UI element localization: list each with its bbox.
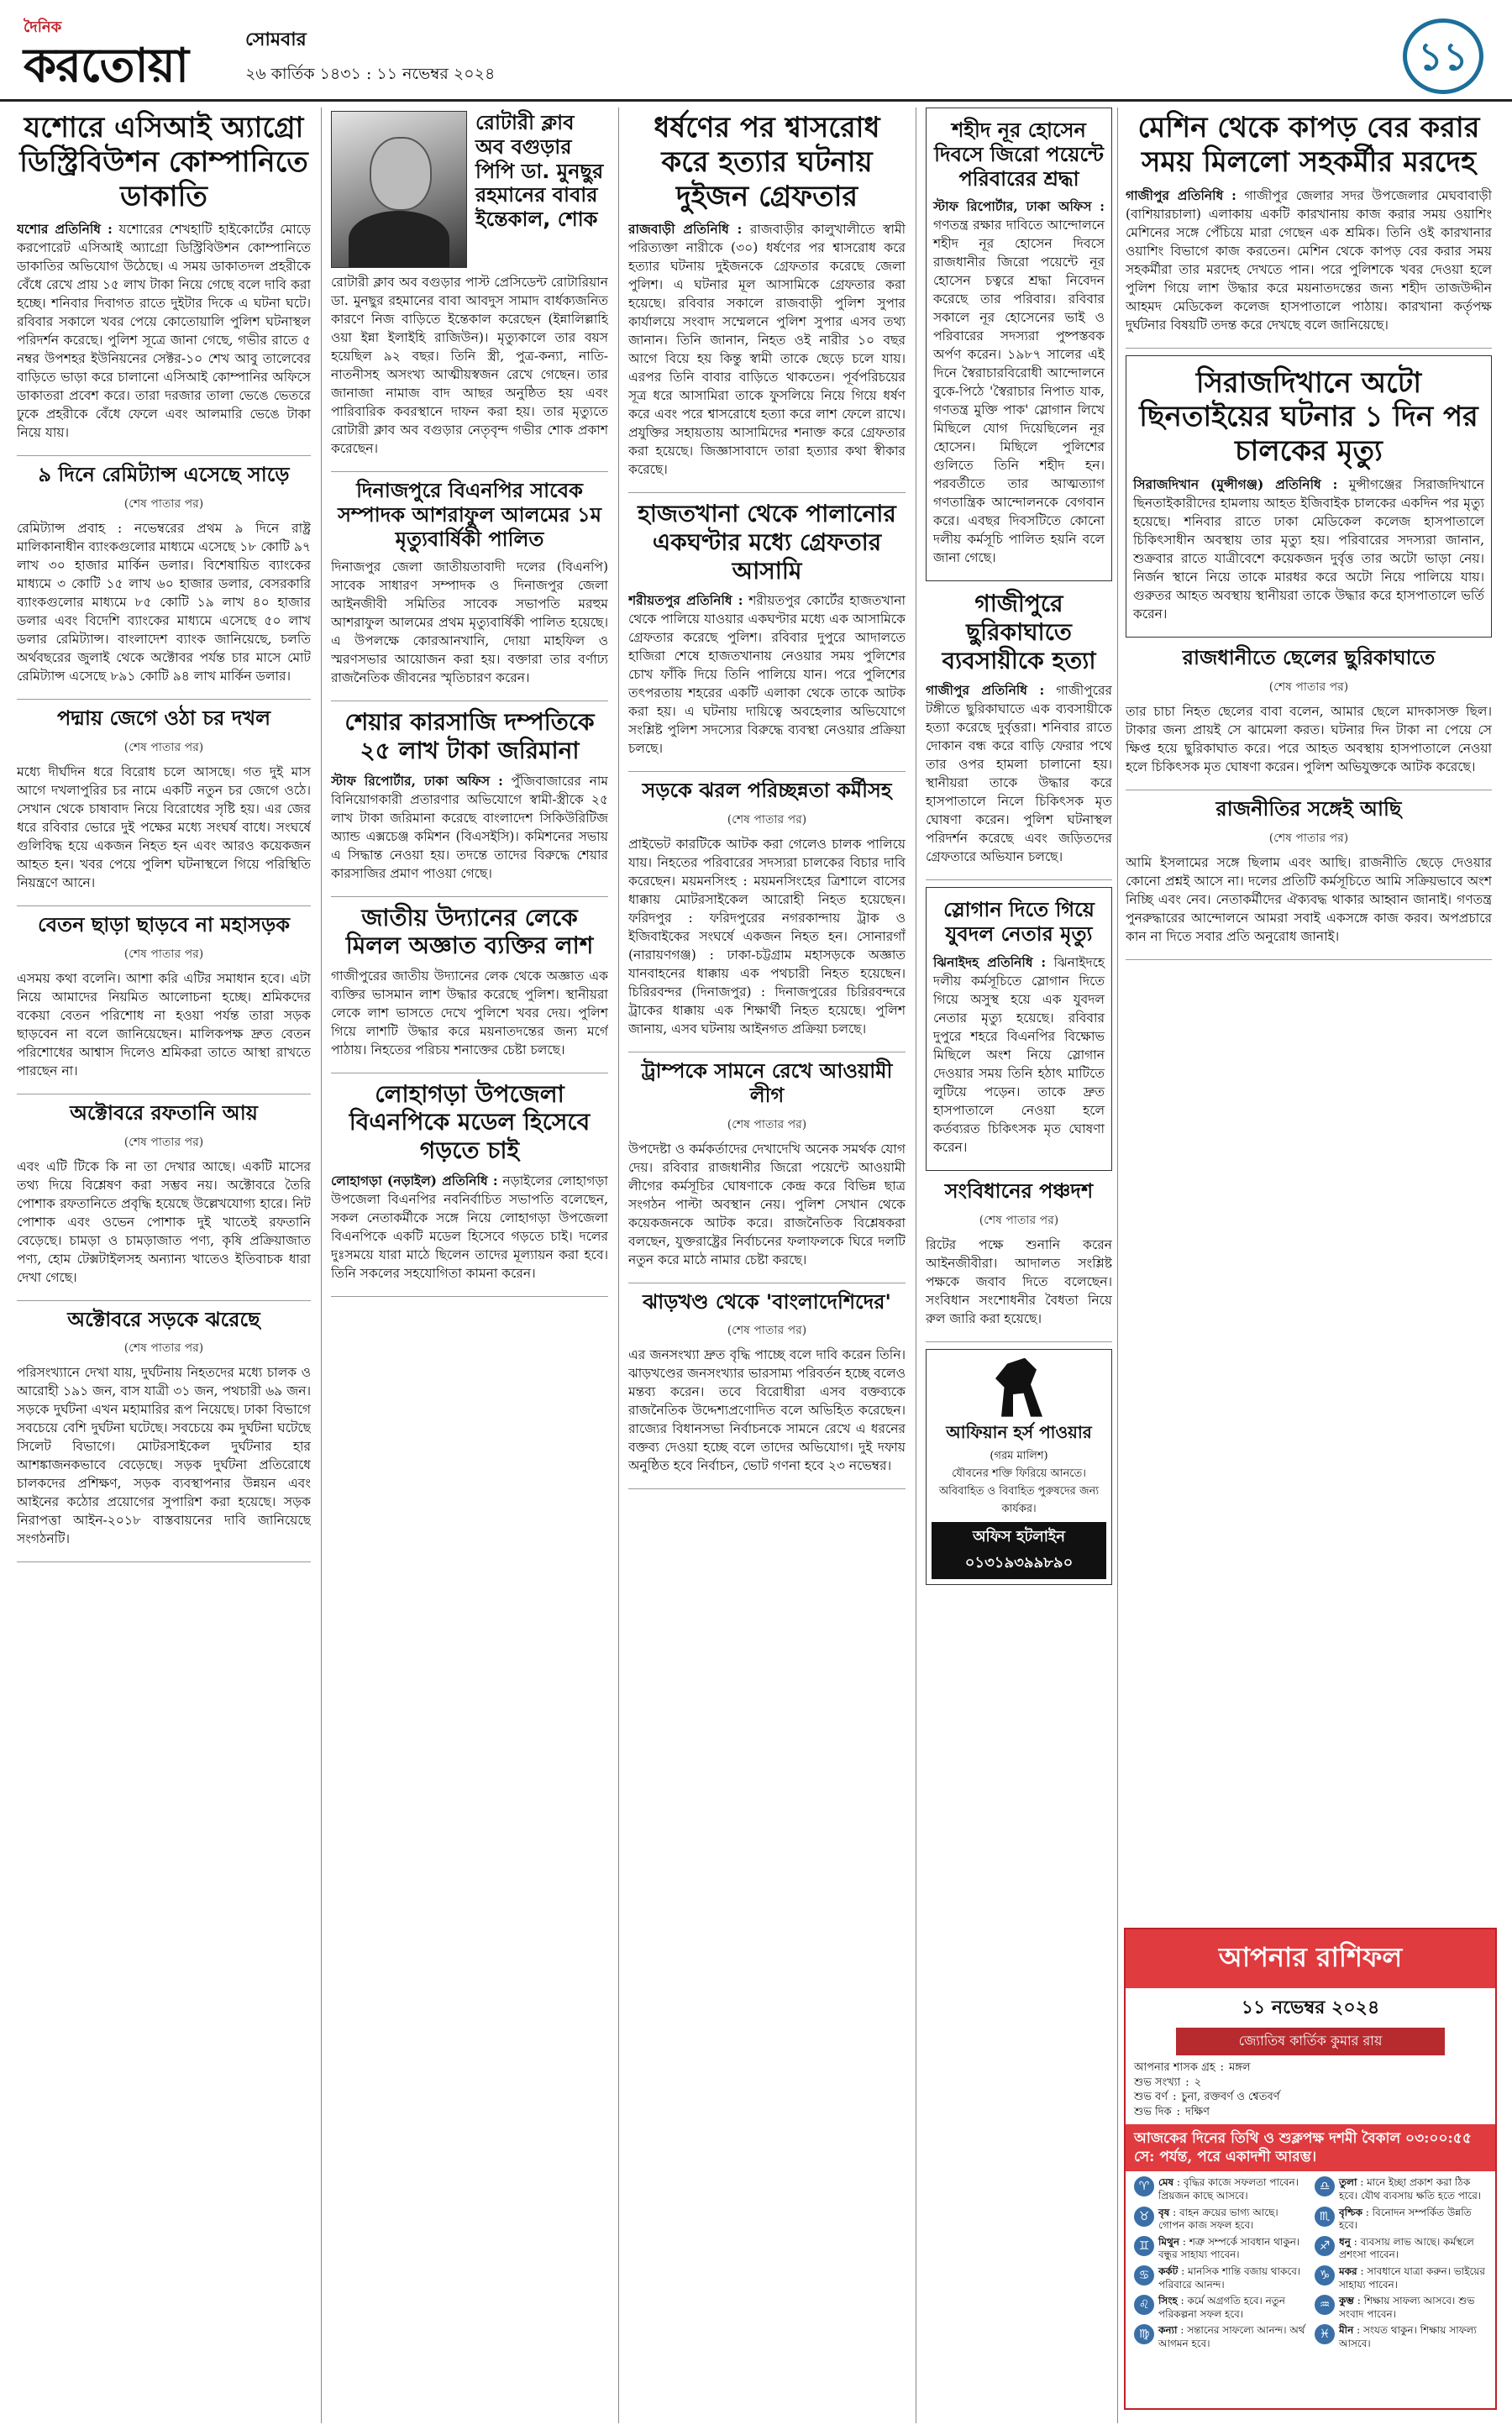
sign-text: শিক্ষায় সাফল্য আসবে। শুভ সংবাদ পাবেন। — [1339, 2295, 1475, 2320]
sign-name: তুলা — [1339, 2176, 1357, 2189]
sign-name: মেষ — [1158, 2176, 1174, 2189]
aquarius-icon: ♒ — [1315, 2295, 1335, 2315]
horoscope-box — [1124, 1928, 1497, 2410]
continuation-note: (শেষ পাতার পর) — [1268, 831, 1349, 845]
headline: ধর্ষণের পর শ্বাসরোধ করে হত্যার ঘটনায় দুইজন গ্রেফতার — [654, 111, 880, 213]
ad-title: আফিয়ান হর্স পাওয়ার — [946, 1421, 1092, 1442]
logo-prefix: দৈনিক — [24, 18, 62, 36]
sign-text: কর্মে অগ্রগতি হবে। নতুন পরিকল্পনা সফল হবে। — [1158, 2295, 1285, 2320]
sign-text: সন্তানের সাফল্যে আনন্দ। অর্থ আগমন হবে। — [1158, 2324, 1305, 2349]
sagittarius-icon: ♐ — [1315, 2236, 1335, 2256]
headline: সংবিধানের পঞ্চদশ — [944, 1178, 1094, 1203]
story-rotary-obituary — [331, 111, 608, 472]
zodiac-sign: ♌ সিংহ : কর্মে অগ্রগতি হবে। নতুন পরিকল্পনা সফল হবে। — [1134, 2295, 1306, 2321]
masthead — [0, 0, 1512, 102]
story-text: এবং এটি টিকে কি না তা দেখার আছে। একটি মাসের তথ্য দিয়ে বিশ্লেষণ করা সম্ভব নয়। অক্টোবরে তৈরি পোশাক রফতানিতে প্রবৃদ্ধি হয়েছে উল্লেখযোগ্য হারে। নিট পোশাক এবং ওভেন পোশাক দুই খাতেই রফতানি বেড়েছে। চামড়া ও চামড়াজাত পণ্য, কৃষি প্রক্রিয়াজাত পণ্য, হোম টেক্সটাইলসহ অন্যান্য খাতেও ইতিবাচক ধারা দেখা গেছে। — [17, 1158, 311, 1285]
story-sirajdikhan — [1126, 355, 1492, 638]
story-text: মধ্যে দীর্ঘদিন ধরে বিরোধ চলে আসছে। গত দুই মাস আগে দখলাপুরির চর নামে একটি নতুন চর জেগে ওঠে। সেখান থেকে চাষাবাদ নিয়ে বিরোধের সৃষ্টি হয়। এর জের ধরে রবিবার ভোরে দুই পক্ষের মধ্যে সংঘর্ষ বাধে। সংঘর্ষে গুলিবিদ্ধ হয়ে একজন নিহত হন এবং আরও কয়েকজন আহত হন। খবর পেয়ে পুলিশ ঘটনাস্থলে গিয়ে পরিস্থিতি নিয়ন্ত্রণে আনে। — [17, 764, 311, 890]
story-gazipur-stabbing — [926, 590, 1112, 880]
story-aci-robbery — [17, 111, 311, 456]
day-name: সোমবার — [245, 29, 307, 50]
horoscope-row: আপনার শাসক গ্রহ : মঙ্গল — [1134, 2061, 1251, 2074]
headline: রোটারী ক্লাব অব বগুড়ার পিপি ডা. মুনছুর রহমানের বাবার ইন্তেকাল, শোক — [475, 111, 604, 232]
zodiac-sign: ♐ ধনু : ব্যবসায় লাভ আছে। কর্মস্থলে প্রশংসা পাবেন। — [1315, 2236, 1487, 2262]
gemini-icon: ♊ — [1134, 2236, 1154, 2256]
sign-name: মকর — [1339, 2265, 1357, 2277]
story-capital-stabbing — [1126, 646, 1492, 790]
continuation-note: (শেষ পাতার পর) — [727, 812, 807, 827]
story-text: তার চাচা নিহত ছেলের বাবা বলেন, আমার ছেলে মাদকাসক্ত ছিল। টাকার জন্য প্রায়ই সে ঝামেলা করত। ঘটনার দিন টাকা না পেয়ে সে ক্ষিপ্ত হয়ে ছুরিকাঘাত করে। পরে আহত অবস্থায় হাসপাতালে নেওয়া হলে চিকিৎসক মৃত ঘোষণা করেন। পুলিশ অভিযুক্তকে আটক করেছে। — [1126, 703, 1492, 774]
story-remittance — [17, 463, 311, 700]
zodiac-sign: ♊ মিথুন : শত্রু সম্পর্কে সাবধান থাকুন। বন্ধুর সাহায্য পাবেন। — [1134, 2236, 1306, 2262]
story-text: এসময় কথা বলেনি। আশা করি এটির সমাধান হবে। এটা নিয়ে আমাদের নিয়মিত আলোচনা হচ্ছে। শ্রমিকদের বকেয়া বেতন পরিশোধ না হওয়া পর্যন্ত তারা সড়ক ছাড়বেন না বলে জানিয়েছেন। মালিকপক্ষ দ্রুত বেতন পরিশোধের আশ্বাস দিলেও শ্রমিকরা তাতে আস্থা রাখতে পারছেন না। — [17, 970, 311, 1079]
sign-text: সাবধানে যাত্রা করুন। ভাইয়ের সাহায্য পাবেন। — [1339, 2265, 1485, 2291]
story-jharkhand — [628, 1290, 906, 1490]
column-divider — [1117, 108, 1118, 2423]
story-rajbari-murder — [628, 111, 906, 493]
row-value: দক্ষিণ — [1185, 2105, 1210, 2118]
headline: সিরাজদিখানে অটো ছিনতাইয়ের ঘটনার ১ দিন পর চালকের মৃত্যু — [1139, 365, 1478, 469]
byline: রাজবাড়ী প্রতিনিধি : — [628, 221, 743, 238]
story-road-deaths — [17, 1308, 311, 1563]
horoscope-author: জ্যোতিষ কার্তিক কুমার রায় — [1176, 2028, 1445, 2055]
story-body — [933, 953, 1105, 1157]
continuation-note: (শেষ পাতার পর) — [979, 1213, 1059, 1227]
story-padma-char — [17, 706, 311, 906]
story-text: মুন্সীগঞ্জের সিরাজদিখানে ছিনতাইকারীদের হামলায় আহত ইজিবাইক চালকের একদিন পর মৃত্যু হয়েছে। শনিবার রাতে ঢাকা মেডিকেল কলেজ হাসপাতালে চিকিৎসাধীন অবস্থায় তার মৃত্যু হয়। পরিবারের সদস্যরা জানান, শুক্রবার রাতে যাত্রীবেশে কয়েকজন দুর্বৃত্ত তার অটো ভাড়া নেয়। নির্জন স্থানে নিয়ে তাকে মারধর করে অটো নিয়ে পালিয়ে যায়। গুরুতর আহত অবস্থায় স্থানীয়রা তাকে উদ্ধার করে হাসপাতালে ভর্তি করেন। — [1133, 476, 1484, 622]
continuation-note: (শেষ পাতার পর) — [123, 1135, 204, 1149]
byline: গাজীপুর প্রতিনিধি : — [926, 682, 1045, 699]
story-body — [331, 1172, 608, 1283]
ad-phone: অফিস হটলাইন ০১৩১৯৩৯৯৮৯০ — [932, 1522, 1106, 1579]
row-value: মঙ্গল — [1229, 2061, 1251, 2074]
byline: শরীয়তপুর প্রতিনিধি : — [628, 592, 743, 609]
horoscope-row: শুভ সংখ্যা : ২ — [1134, 2076, 1202, 2089]
headline: রাজধানীতে ছেলের ছুরিকাঘাতে — [1182, 645, 1436, 669]
row-value: ২ — [1194, 2076, 1202, 2089]
pisces-icon: ♓ — [1315, 2324, 1335, 2344]
zodiac-sign: ♑ মকর : সাবধানে যাত্রা করুন। ভাইয়ের সাহায্য পাবেন। — [1315, 2265, 1487, 2291]
headline: পদ্মায় জেগে ওঠা চর দখল — [57, 706, 270, 731]
zodiac-sign: ♓ মীন : সংযত থাকুন। শিক্ষায় সাফল্য আসবে। — [1315, 2324, 1487, 2350]
zodiac-sign: ♋ কর্কট : মানসিক শান্তি বজায় থাকবে। পরিবারে আনন্দ। — [1134, 2265, 1306, 2291]
row-label: শুভ দিক — [1134, 2105, 1172, 2118]
story-text: যশোরের শেখহাটি হাইকোর্টের মোড়ে করপোরেট এসিআই অ্যাগ্রো ডিস্ট্রিবিউশন কোম্পানিতে ডাকাতির অভিযোগ উঠেছে। এ সময় ডাকাতদল প্রহরীকে বেঁধে রেখে প্রায় ১৫ লাখ টাকা নিয়ে গেছে বলে দাবি করা হচ্ছে। শনিবার দিবাগত রাতে দুইটার দিকে এ ঘটনা ঘটে। রবিবার সকালে খবর পেয়ে কোতোয়ালি পুলিশ ঘটনাস্থল পরিদর্শন করেছে। পুলিশ সূত্রে জানা গেছে, গভীর রাতে ৫ নম্বর উপশহর ইউনিয়নের সেক্টর-১০ শেখ আবু তালেবের বাড়িতে ভাড়া করে চালানো এসিআই কোম্পানির অফিসে ডাকাতরা প্রবেশ করে। তারা দরজার তালা ভেঙে ভেতরে ঢুকে প্রহরীকে বেঁধে ফেলে এবং আলমারি ভেঙে টাকা নিয়ে যায়। — [17, 222, 311, 441]
zodiac-signs — [1126, 2176, 1495, 2350]
headline: সড়কে ঝরল পরিচ্ছন্নতা কর্মীসহ — [642, 779, 892, 803]
story-text: রেমিট্যান্স প্রবাহ : নভেম্বরের প্রথম ৯ দিনে রাষ্ট্র মালিকানাধীন ব্যাংকগুলোর মাধ্যমে এসেছে ১৮ কোটি ৯৭ লাখ ৩০ হাজার মার্কিন ডলার। বিশেষায়িত ব্যাংকের মাধ্যমে ৩ কোটি ১৫ লাখ ৬০ হাজার ডলার, বেসরকারি ব্যাংকগুলোর মাধ্যমে ৮৫ কোটি ১৯ লাখ ৪০ হাজার ডলার এবং বিদেশি ব্যাংকের মাধ্যমে এসেছে ৫০ লাখ ডলার রেমিট্যান্স। বাংলাদেশ ব্যাংক জানিয়েছে, চলতি অর্থবছরের জুলাই থেকে অক্টোবর পর্যন্ত চার মাসে মোট রেমিট্যান্স এসেছে ৮৯১ কোটি ৯৪ লাখ মার্কিন ডলার। — [17, 521, 311, 685]
headline: হাজতখানা থেকে পালানোর একঘণ্টার মধ্যে গ্রেফতার আসামি — [638, 500, 896, 585]
sign-name: সিংহ — [1158, 2295, 1178, 2307]
column-3 — [628, 108, 906, 2423]
story-text: ঝিনাইদহে দলীয় কর্মসূচিতে স্লোগান দিতে গিয়ে অসুস্থ হয়ে এক যুবদল নেতার মৃত্যু হয়েছে। রবিবার দুপুরে শহরে বিএনপির বিক্ষোভ মিছিলে অংশ নিয়ে স্লোগান দেওয়ার সময় তিনি হঠাৎ মাটিতে লুটিয়ে পড়েন। তাকে দ্রুত হাসপাতালে নেওয়া হলে কর্তব্যরত চিকিৎসক মৃত ঘোষণা করেন। — [933, 954, 1105, 1155]
continuation-note: (শেষ পাতার পর) — [123, 740, 204, 754]
story-body — [926, 681, 1112, 866]
zodiac-sign: ♈ মেষ : বৃদ্ধির কাজে সফলতা পাবেন। প্রিয়জন কাছে আসবে। — [1134, 2176, 1306, 2202]
headline: অক্টোবরে রফতানি আয় — [70, 1100, 258, 1125]
story-dinajpur-bnp — [331, 479, 608, 701]
story-body — [17, 220, 311, 442]
continuation-note: (শেষ পাতার পর) — [123, 1341, 204, 1356]
headline: রাজনীতির সঙ্গেই আছি — [1215, 796, 1402, 821]
story-trump-awami — [628, 1059, 906, 1283]
story-text: উপদেষ্টা ও কর্মকর্তাদের দেখাদেখি অনেক সমর্থক যোগ দেয়। রবিবার রাজধানীর জিরো পয়েন্টে আওয়ামী লীগের কর্মসূচির ঘোষণাকে কেন্দ্র করে বিভিন্ন ছাত্র সংগঠন পাল্টা অবস্থান নেয়। পুলিশ সেখান থেকে কয়েকজনকে আটক করে। রাজনৈতিক বিশ্লেষকরা বলছেন, যুক্তরাষ্ট্রের নির্বাচনের ফলাফলকে ঘিরে দলটি নতুন করে মাঠে নামার চেষ্টা করছে। — [628, 1141, 906, 1267]
column-2 — [331, 108, 608, 2423]
aries-icon: ♈ — [1134, 2176, 1154, 2196]
headline: বেতন ছাড়া ছাড়বে না মহাসড়ক — [37, 912, 291, 937]
story-text: নড়াইলের লোহাগড়া উপজেলা বিএনপির নবনির্বাচিত সভাপতি বলেছেন, সকল নেতাকর্মীকে সঙ্গে নিয়ে লোহাগড়া উপজেলা বিএনপিকে একটি মডেল হিসেবে গড়তে চাই। দলের দুঃসময়ে যারা মাঠে ছিলেন তাদের মূল্যায়ন করা হবে। তিনি সকলের সহযোগিতা কামনা করেন। — [331, 1173, 608, 1281]
scorpio-icon: ♏ — [1315, 2207, 1335, 2227]
zodiac-sign: ♏ বৃশ্চিক : বিনোদন সম্পর্কিত উন্নতি হবে। — [1315, 2207, 1487, 2233]
column-5 — [1126, 108, 1492, 1916]
row-label: আপনার শাসক গ্রহ — [1134, 2061, 1215, 2074]
byline: যশোর প্রতিনিধি : — [17, 221, 113, 238]
story-text: গাজীপুরের জাতীয় উদ্যানের লেক থেকে অজ্ঞাত এক ব্যক্তির ভাসমান লাশ উদ্ধার করেছে পুলিশ। স্থানীয়রা লেকে লাশ ভাসতে দেখে পুলিশে খবর দেয়। পুলিশ গিয়ে লাশটি উদ্ধার করে ময়নাতদন্তের জন্য মর্গে পাঠায়। নিহতের পরিচয় শনাক্তের চেষ্টা চলছে। — [331, 968, 608, 1058]
headline: ৯ দিনে রেমিট্যান্স এসেছে সাড়ে — [38, 463, 290, 487]
headline: লোহাগড়া উপজেলা বিএনপিকে মডেল হিসেবে গড়তে চাই — [349, 1079, 591, 1164]
cancer-icon: ♋ — [1134, 2265, 1154, 2286]
sign-text: ব্যবসায় লাভ আছে। কর্মস্থলে প্রশংসা পাবেন। — [1339, 2235, 1474, 2261]
story-politics — [1126, 797, 1492, 960]
story-body — [1126, 186, 1492, 334]
sign-text: শত্রু সম্পর্কে সাবধান থাকুন। বন্ধুর সাহায্য পাবেন। — [1158, 2235, 1300, 2261]
sign-name: বৃশ্চিক — [1339, 2206, 1363, 2218]
story-jubodal-death — [926, 887, 1112, 1171]
virgo-icon: ♍ — [1134, 2324, 1154, 2344]
story-text: প্রাইভেট কারটিকে আটক করা গেলেও চালক পালিয়ে যায়। নিহতের পরিবারের সদস্যরা চালকের বিচার দাবি করেছেন। ময়মনসিংহ : ময়মনসিংহের ত্রিশালে বাসের ধাক্কায় মোটরসাইকেল আরোহী নিহত হয়েছেন। ফরিদপুর : ফরিদপুরের নগরকান্দায় ট্রাক ও ইজিবাইকের সংঘর্ষে একজন নিহত হন। সোনারগাঁ (নারায়ণগঞ্জ) : ঢাকা-চট্টগ্রাম মহাসড়কে অজ্ঞাত যানবাহনের ধাক্কায় এক পথচারী নিহত হয়েছেন। চিরিরবন্দর (দিনাজপুর) : দিনাজপুরের চিরিরবন্দরে ট্রাকের ধাক্কায় এক শিক্ষার্থী নিহত হয়েছে। পুলিশ জানায়, এসব ঘটনায় আইনগত প্রক্রিয়া চলছে। — [628, 836, 906, 1037]
story-lohagara-bnp — [331, 1080, 608, 1297]
taurus-icon: ♉ — [1134, 2207, 1154, 2227]
headline: ঝাড়খণ্ড থেকে 'বাংলাদেশিদের' — [643, 1289, 891, 1314]
sign-text: বৃদ্ধির কাজে সফলতা পাবেন। প্রিয়জন কাছে আসবে। — [1158, 2176, 1299, 2202]
byline: স্টাফ রিপোর্টার, ঢাকা অফিস : — [933, 198, 1105, 215]
portrait-photo — [331, 111, 467, 268]
headline: ট্রাম্পকে সামনে রেখে আওয়ামী লীগ — [641, 1058, 893, 1107]
story-machine-death — [1126, 111, 1492, 349]
story-text: রিটের পক্ষে শুনানি করেন আইনজীবীরা। আদালত সংশ্লিষ্ট পক্ষকে জবাব দিতে বলেছেন। সংবিধান সংশোধনীর বৈধতা নিয়ে রুল জারি করা হয়েছে। — [926, 1236, 1112, 1326]
story-text: এর জনসংখ্যা দ্রুত বৃদ্ধি পাচ্ছে বলে দাবি করেন তিনি। ঝাড়খণ্ডের জনসংখ্যার ভারসাম্য পরিবর্তন হচ্ছে বলেও মন্তব্য করেন। তবে বিরোধীরা এসব বক্তব্যকে রাজনৈতিক উদ্দেশ্যপ্রণোদিত বলে অভিহিত করেছেন। রাজ্যের বিধানসভা নির্বাচনকে সামনে রেখে এ ধরনের বক্তব্য দেওয়া হচ্ছে বলে তাদের অভিযোগ। দুই দফায় অনুষ্ঠিত হবে নির্বাচন, ভোট গণনা হবে ২৩ নভেম্বর। — [628, 1347, 906, 1474]
headline: শেয়ার কারসাজি দম্পতিকে ২৫ লাখ টাকা জরিমানা — [344, 708, 595, 764]
sign-name: কুম্ভ — [1339, 2295, 1354, 2307]
headline: দিনাজপুরে বিএনপির সাবেক সম্পাদক আশরাফুল আলমের ১ম মৃত্যুবার্ষিকী পালিত — [338, 479, 601, 551]
logo-name: করতোয়া — [24, 39, 188, 93]
headline: গাজীপুরে ছুরিকাঘাতে ব্যবসায়ীকে হত্যা — [942, 590, 1096, 674]
story-text: গণতন্ত্র রক্ষার দাবিতে আন্দোলনে শহীদ নূর হোসেন দিবসে রাজধানীর জিরো পয়েন্টে নূর হোসেন চত্বরে শ্রদ্ধা নিবেদন করেছে তার পরিবার। রবিবার সকালে নূর হোসেনের ভাই ও পরিবারের সদস্যরা পুষ্পস্তবক অর্পণ করেন। ১৯৮৭ সালের এই দিনে স্বৈরাচারবিরোধী আন্দোলনে বুকে-পিঠে 'স্বৈরাচার নিপাত যাক, গণতন্ত্র মুক্তি পাক' স্লোগান লিখে মিছিলে যোগ দিয়েছিলেন নূর হোসেন। মিছিলে পুলিশের গুলিতে তিনি শহীদ হন। পরবর্তীতে তার আত্মত্যাগ গণতান্ত্রিক আন্দোলনকে বেগবান করে। এবছর দিবসটিতে কোনো দলীয় কর্মসূচি পালিত হয়নি বলে জানা গেছে। — [933, 218, 1105, 566]
date-line: ২৬ কার্তিক ১৪৩১ : ১১ নভেম্বর ২০২৪ — [245, 65, 496, 83]
portrait-face — [370, 137, 432, 211]
ad-subtitle: (গরম মালিশ) — [990, 1449, 1048, 1462]
sign-name: কর্কট — [1158, 2265, 1179, 2277]
zodiac-sign: ♉ বৃষ : বাহন ক্রয়ের ভাগ্য আছে। গোপন কাজ সফল হবে। — [1134, 2207, 1306, 2233]
zodiac-sign: ♒ কুম্ভ : শিক্ষায় সাফল্য আসবে। শুভ সংবাদ পাবেন। — [1315, 2295, 1487, 2321]
story-text: গাজীপুরের টঙ্গীতে ছুরিকাঘাতে এক ব্যবসায়ীকে হত্যা করেছে দুর্বৃত্তরা। শনিবার রাতে দোকান বন্ধ করে বাড়ি ফেরার পথে তার ওপর হামলা চালানো হয়। স্থানীয়রা তাকে উদ্ধার করে হাসপাতালে নিলে চিকিৎসক মৃত ঘোষণা করেন। পুলিশ ঘটনাস্থল পরিদর্শন করেছে এবং জড়িতদের গ্রেফতারে অভিযান চলছে। — [926, 683, 1112, 865]
byline: লোহাগড়া (নড়াইল) প্রতিনিধি : — [331, 1172, 498, 1189]
story-text: পরিসংখ্যানে দেখা যায়, দুর্ঘটনায় নিহতদের মধ্যে চালক ও আরোহী ১৯১ জন, বাস যাত্রী ৩১ জন, পথচারী ৬৯ জন। সড়কে দুর্ঘটনা এখন মহামারির রূপ নিয়েছে। ঢাকা বিভাগে সবচেয়ে বেশি দুর্ঘটনা ঘটেছে। সবচেয়ে কম দুর্ঘটনা ঘটেছে সিলেট বিভাগে। মোটরসাইকেল দুর্ঘটনার হার আশঙ্কাজনকভাবে বেড়েছে। সড়ক দুর্ঘটনা প্রতিরোধে চালকদের প্রশিক্ষণ, সড়ক ব্যবস্থাপনার উন্নয়ন এবং আইনের কঠোর প্রয়োগের সুপারিশ করা হয়েছে। সড়ক নিরাপত্তা আইন-২০১৮ বাস্তবায়নের দাবি জানিয়েছে সংগঠনটি। — [17, 1365, 311, 1547]
headline: মেশিন থেকে কাপড় বের করার সময় মিললো সহকর্মীর মরদেহ — [1137, 111, 1480, 179]
sign-name: ধনু — [1339, 2235, 1351, 2248]
story-body — [331, 772, 608, 883]
continuation-note: (শেষ পাতার পর) — [727, 1324, 807, 1338]
zodiac-sign: ♍ কন্যা : সন্তানের সাফল্যে আনন্দ। অর্থ আগমন হবে। — [1134, 2324, 1306, 2350]
zodiac-sign: ♎ তুলা : মানে ইচ্ছা প্রকাশ করা ঠিক হবে। যৌথ ব্যবসায় ক্ষতি হতে পারে। — [1315, 2176, 1487, 2202]
horoscope-title: আপনার রাশিফল — [1126, 1929, 1495, 1988]
sign-name: বৃষ — [1158, 2206, 1170, 2218]
page-number: ১১ — [1403, 18, 1483, 94]
headline: স্লোগান দিতে গিয়ে যুবদল নেতার মৃত্যু — [943, 898, 1095, 946]
headline: জাতীয় উদ্যানের লেকে মিলল অজ্ঞাত ব্যক্তির লাশ — [345, 903, 594, 960]
column-divider — [618, 108, 619, 2423]
story-salary-highway — [17, 913, 311, 1094]
sign-text: সংযত থাকুন। শিক্ষায় সাফল্য আসবে। — [1339, 2324, 1477, 2349]
story-text: পুঁজিবাজারের নাম বিনিয়োগকারী প্রতারণার অভিযোগে স্বামী-স্ত্রীকে ২৫ লাখ টাকা জরিমানা করেছে বাংলাদেশ সিকিউরিটিজ অ্যান্ড এক্সচেঞ্জ কমিশন (বিএসইসি)। কমিশনের সভায় এ সিদ্ধান্ত নেওয়া হয়। তদন্তে তাদের বিরুদ্ধে শেয়ার কারসাজির প্রমাণ পাওয়া গেছে। — [331, 773, 608, 881]
continuation-note: (শেষ পাতার পর) — [123, 947, 204, 961]
continuation-note: (শেষ পাতার পর) — [1268, 680, 1349, 694]
headline: যশোরে এসিআই অ্যাগ্রো ডিস্ট্রিবিউশন কোম্পানিতে ডাকাতি — [19, 111, 308, 213]
continuation-note: (শেষ পাতার পর) — [123, 497, 204, 512]
column-4 — [926, 108, 1112, 2423]
horoscope-date: ১১ নভেম্বর ২০২৪ — [1241, 1997, 1380, 2018]
libra-icon: ♎ — [1315, 2176, 1335, 2196]
newspaper-logo — [24, 15, 225, 92]
byline: স্টাফ রিপোর্টার, ঢাকা অফিস : — [331, 772, 503, 789]
sign-name: কন্যা — [1158, 2324, 1178, 2337]
sign-text: মানে ইচ্ছা প্রকাশ করা ঠিক হবে। যৌথ ব্যবসায় ক্ষতি হতে পারে। — [1339, 2176, 1482, 2202]
byline: গাজীপুর প্রতিনিধি : — [1126, 186, 1236, 203]
story-text: গাজীপুর জেলার সদর উপজেলার মেঘবাবাড়ী (বাশিয়ারচালা) এলাকায় একটি কারখানায় কাজ করার সময় ওয়াশিং মেশিনের সঙ্গে পেঁচিয়ে মারা গেছেন এক শ্রমিক। তিনি ওই কারখানার ওয়াশিং বিভাগে কাজ করতেন। মেশিন থেকে কাপড় বের করার সময় সহকর্মীরা তার মরদেহ দেখতে পান। পরে পুলিশকে খবর দেওয়া হলে পুলিশ গিয়ে লাশ উদ্ধার করে ময়নাতদন্তের জন্য শহীদ তাজউদ্দীন আহমদ মেডিকেল কলেজ হাসপাতালে পাঠায়। কারখানা কর্তৃপক্ষ দুর্ঘটনার বিষয়টি তদন্ত করে দেখছে বলে জানিয়েছে। — [1126, 187, 1492, 333]
story-export — [17, 1101, 311, 1301]
column-1 — [17, 108, 311, 2423]
row-value: চুনা, রক্তবর্ণ ও শ্বেতবর্ণ — [1181, 2091, 1280, 2104]
story-text: আমি ইসলামের সঙ্গে ছিলাম এবং আছি। রাজনীতি ছেড়ে দেওয়ার কোনো প্রশ্নই আসে না। দলের প্রতিটি কর্মসূচিতে আমি সক্রিয়ভাবে অংশ নিচ্ছি এবং নেব। নেতাকর্মীদের ঐক্যবদ্ধ থাকার আহ্বান জানাই। গণতন্ত্র পুনরুদ্ধারের আন্দোলনে আমরা সবাই একসঙ্গে কাজ করব। অপপ্রচারে কান না দিতে সবার প্রতি অনুরোধ জানাই। — [1126, 854, 1492, 944]
headline: অক্টোবরে সড়কে ঝরেছে — [67, 1307, 260, 1331]
story-share-fine — [331, 708, 608, 896]
story-body — [1133, 475, 1484, 623]
ad-body: যৌবনের শক্তি ফিরিয়ে আনতে। অবিবাহিত ও বিবাহিত পুরুষদের জন্য কার্যকর। — [938, 1467, 1100, 1515]
continuation-note: (শেষ পাতার পর) — [727, 1117, 807, 1131]
byline: সিরাজদিখান (মুন্সীগঞ্জ) প্রতিনিধি : — [1133, 475, 1338, 492]
sign-name: মিথুন — [1158, 2235, 1180, 2248]
story-body — [933, 197, 1105, 567]
story-text: রাজবাড়ীর কালুখালীতে স্বামী পরিত্যক্তা নারীকে (৩০) ধর্ষণের পর শ্বাসরোধ করে হত্যার ঘটনায় দুইজনকে গ্রেফতার করেছে জেলা পুলিশ। এ ঘটনার মূল আসামিকে গ্রেফতার করা হয়েছে। রবিবার সকালে রাজবাড়ী পুলিশ সুপার কার্যালয়ে সংবাদ সম্মেলনে পুলিশ সুপার এসব তথ্য জানান। তিনি জানান, নিহত ওই নারীর ১০ বছর আগে বিয়ে হয় কিন্তু স্বামী তাকে ছেড়ে চলে যায়। এরপর তিনি বাবার বাড়িতে থাকতেন। পূর্বপরিচয়ের সূত্র ধরে আসামিরা তাকে ফুসলিয়ে নিয়ে গিয়ে ধর্ষণ করে এবং পরে শ্বাসরোধে হত্যা করে লাশ ফেলে রাখে। প্রযুক্তির সহায়তায় আসামিদের শনাক্ত করে গ্রেফতার করা হয়েছে। জিজ্ঞাসাবাদে তারা হত্যার কথা স্বীকার করেছে। — [628, 222, 906, 478]
sign-text: বিনোদন সম্পর্কিত উন্নতি হবে। — [1339, 2206, 1472, 2232]
sign-name: মীন — [1339, 2324, 1354, 2337]
horoscope-row: শুভ বর্ণ : চুনা, রক্তবর্ণ ও শ্বেতবর্ণ — [1134, 2091, 1280, 2104]
byline: ঝিনাইদহ প্রতিনিধি : — [933, 953, 1047, 970]
portrait-body — [349, 211, 449, 267]
sign-text: বাহন ক্রয়ের ভাগ্য আছে। গোপন কাজ সফল হবে। — [1158, 2206, 1278, 2232]
story-escaped-accused — [628, 500, 906, 772]
story-body — [628, 220, 906, 479]
story-body — [628, 591, 906, 758]
capricorn-icon: ♑ — [1315, 2265, 1335, 2286]
story-road-accidents — [628, 779, 906, 1052]
horoscope-table — [1134, 2060, 1487, 2119]
story-text: শরীয়তপুর কোর্টের হাজতখানা থেকে পালিয়ে যাওয়ার একঘণ্টার মধ্যে এক আসামিকে গ্রেফতার করেছে পুলিশ। রবিবার দুপুরে আদালতে হাজিরা শেষে হাজতখানায় নেওয়ার সময় পুলিশের চোখ ফাঁকি দিয়ে তিনি পালিয়ে যান। পরে পুলিশের তৎপরতায় শহরের একটি এলাকা থেকে তাকে আটক করা হয়। এ ঘটনায় দায়িত্বে অবহেলার অভিযোগে সংশ্লিষ্ট পুলিশ সদস্যের বিরুদ্ধে ব্যবস্থা নেওয়ার প্রক্রিয়া চলছে। — [628, 593, 906, 757]
horoscope-row: শুভ দিক : দক্ষিণ — [1134, 2105, 1210, 2118]
story-national-park-body — [331, 904, 608, 1073]
row-label: শুভ বর্ণ — [1134, 2091, 1168, 2104]
sign-text: মানসিক শান্তি বজায় থাকবে। পরিবারে আনন্দ। — [1158, 2265, 1301, 2291]
story-nur-hossain — [926, 108, 1112, 581]
advertisement — [926, 1349, 1112, 1585]
story-constitution — [926, 1179, 1112, 1342]
headline: শহীদ নূর হোসেন দিবসে জিরো পয়েন্টে পরিবারের শ্রদ্ধা — [934, 118, 1104, 191]
column-divider — [321, 108, 322, 2423]
story-text: দিনাজপুর জেলা জাতীয়তাবাদী দলের (বিএনপি) সাবেক সাধারণ সম্পাদক ও দিনাজপুর জেলা আইনজীবী সমিতির সাবেক সভাপতি মরহুম আশরাফুল আলমের প্রথম মৃত্যুবার্ষিকী পালিত হয়েছে। এ উপলক্ষে কোরআনখানি, দোয়া মাহফিল ও স্মরণসভার আয়োজন করা হয়। বক্তারা তার বর্ণাঢ্য রাজনৈতিক জীবনের স্মৃতিচারণ করেন। — [331, 559, 608, 686]
leo-icon: ♌ — [1134, 2295, 1154, 2315]
row-label: শুভ সংখ্যা — [1134, 2076, 1181, 2089]
horse-icon — [990, 1358, 1048, 1417]
horoscope-tithi: আজকের দিনের তিথি ও শুক্লপক্ষ দশমী বৈকাল ০৩:০০:৫৫ সে: পর্যন্ত, পরে একাদশী আরম্ভ। — [1126, 2124, 1495, 2171]
story-text: রোটারী ক্লাব অব বগুড়ার পাস্ট প্রেসিডেন্ট রোটারিয়ান ডা. মুনছুর রহমানের বাবা আবদুস সামাদ বার্ধক্যজনিত কারণে নিজ বাড়িতে ইন্তেকাল করেছেন (ইন্নালিল্লাহি ওয়া ইন্না ইলাইহি রাজিউন)। মৃত্যুকালে তার বয়স হয়েছিল ৯২ বছর। তিনি স্ত্রী, পুত্র-কন্যা, নাতি-নাতনীসহ অসংখ্য আত্মীয়স্বজন রেখে গেছেন। তার জানাজা নামাজ বাদ আছর অনুষ্ঠিত হয় এবং পারিবারিক কবরস্থানে দাফন করা হয়। তার মৃত্যুতে রোটারী ক্লাব অব বগুড়ার নেতৃবৃন্দ গভীর শোক প্রকাশ করেছেন। — [331, 275, 608, 456]
